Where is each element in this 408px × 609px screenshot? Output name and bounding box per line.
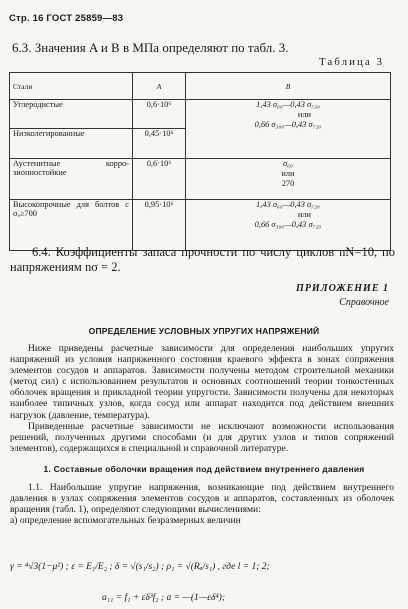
b-cell xyxy=(186,159,391,200)
page-header: Стр. 16 ГОСТ 25859—83 xyxy=(9,13,124,24)
intro-text xyxy=(10,343,394,454)
intro-paragraph-1: Ниже приведены расчетные зависимости для определения наибольших упругих напряжений из условия напряженного состояния краевого эффекта в зонах сопряжения элементов сосудов и аппаратов. Зависимости получены методом строительной механики (метод сил) с использованием результатов и основных соотношений теории тонкостенных оболочек вращения и прикладной теории упругости. Зависимости получены для некоторых наиболее типичных узлов, когда сосуд или аппарат находится под действием внешних нагрузок (давление, температура). xyxy=(10,343,394,421)
a-cell: 0,6·10⁶ xyxy=(133,100,186,129)
equation-a11: a₁₁ = f₁ + εδ³f₂ ; a = —(1—εδ⁴); xyxy=(102,593,225,603)
table-row xyxy=(10,100,391,129)
a-cell: 0,95·10⁶ xyxy=(133,200,186,251)
table-number: Таблица 3 xyxy=(318,56,384,68)
appendix-number: ПРИЛОЖЕНИЕ 1 xyxy=(296,283,389,294)
b-formula: 1,43 σ₆₀—0,43 σ₇₂₀ xyxy=(256,100,320,109)
intro-paragraph-2: Приведенные расчетные зависимости не исключают возможности использования решений, полученных другими способами (и для других узлов и типов сопряжений элементов), содержащихся в специальной и справочной литературе. xyxy=(10,420,394,454)
paragraph-1-1 xyxy=(10,482,394,526)
appendix-title: ОПРЕДЕЛЕНИЕ УСЛОВНЫХ УПРУГИХ НАПРЯЖЕНИЙ xyxy=(88,326,320,336)
b-or: или xyxy=(297,110,311,119)
appendix-type: Справочное xyxy=(339,297,389,308)
appendix-label xyxy=(296,282,389,310)
col-header-b: B xyxy=(186,73,391,100)
b-formula: 0,66 σ₃₀₀—0,43 σ₇₂₀ xyxy=(254,220,322,229)
b-formula: 270 xyxy=(281,179,295,188)
item-a: а) определение вспомогательных безразмерных величин xyxy=(10,515,241,527)
equation-auxiliary-values: γ = ⁴√3(1−μ²) ; ε = E₁/E₂ ; δ = √(s₁/s₂) ; ρ₁ = √(Rₐ/s₁) , где l = 1; 2; xyxy=(10,562,270,572)
table-header-row xyxy=(10,73,391,100)
a-cell: 0,45·10⁶ xyxy=(133,129,186,159)
col-header-steel: Стали xyxy=(10,73,133,100)
b-or: или xyxy=(281,169,295,178)
paragraph-6-3: 6.3. Значения A и B в МПа определяют по табл. 3. xyxy=(12,40,289,55)
table-row xyxy=(10,200,391,251)
b-cell xyxy=(186,100,391,159)
section-1-title: 1. Составные оболочки вращения под действием внутреннего давления xyxy=(43,464,365,474)
b-formula: σ₆₀ xyxy=(283,159,293,168)
table-row xyxy=(10,159,391,200)
b-or: или xyxy=(297,210,311,219)
a-cell: 0,6·10⁶ xyxy=(133,159,186,200)
paragraph-1-1-text: 1.1. Наибольшие упругие напряжения, возникающие под действием внутреннего давления в узлах сопряжения элементов сосудов и аппаратов, составленных из оболочек вращения (табл. 1), определяют следующими вычислениями: xyxy=(10,482,394,516)
paragraph-6-4: 6.4. Коэффициенты запаса прочности по числу циклов nN=10, по напряжениям nσ = 2. xyxy=(10,245,395,274)
b-formula: 0,66 σ₃₀₀—0,43 σ₇₂₀ xyxy=(254,120,322,129)
steel-cell: Углеродистые xyxy=(10,100,133,129)
b-formula: 1,43 σ₆₀—0,43 σ₇₂₀ xyxy=(256,200,320,209)
table-3 xyxy=(9,72,391,251)
b-cell xyxy=(186,200,391,251)
steel-cell: Высокопрочные для болтов с σₐ≥700 xyxy=(10,200,133,251)
steel-cell: Низколегированные xyxy=(10,129,133,159)
steel-cell: Аустенитные корро-зионностойкие xyxy=(10,159,133,200)
col-header-a: A xyxy=(133,73,186,100)
